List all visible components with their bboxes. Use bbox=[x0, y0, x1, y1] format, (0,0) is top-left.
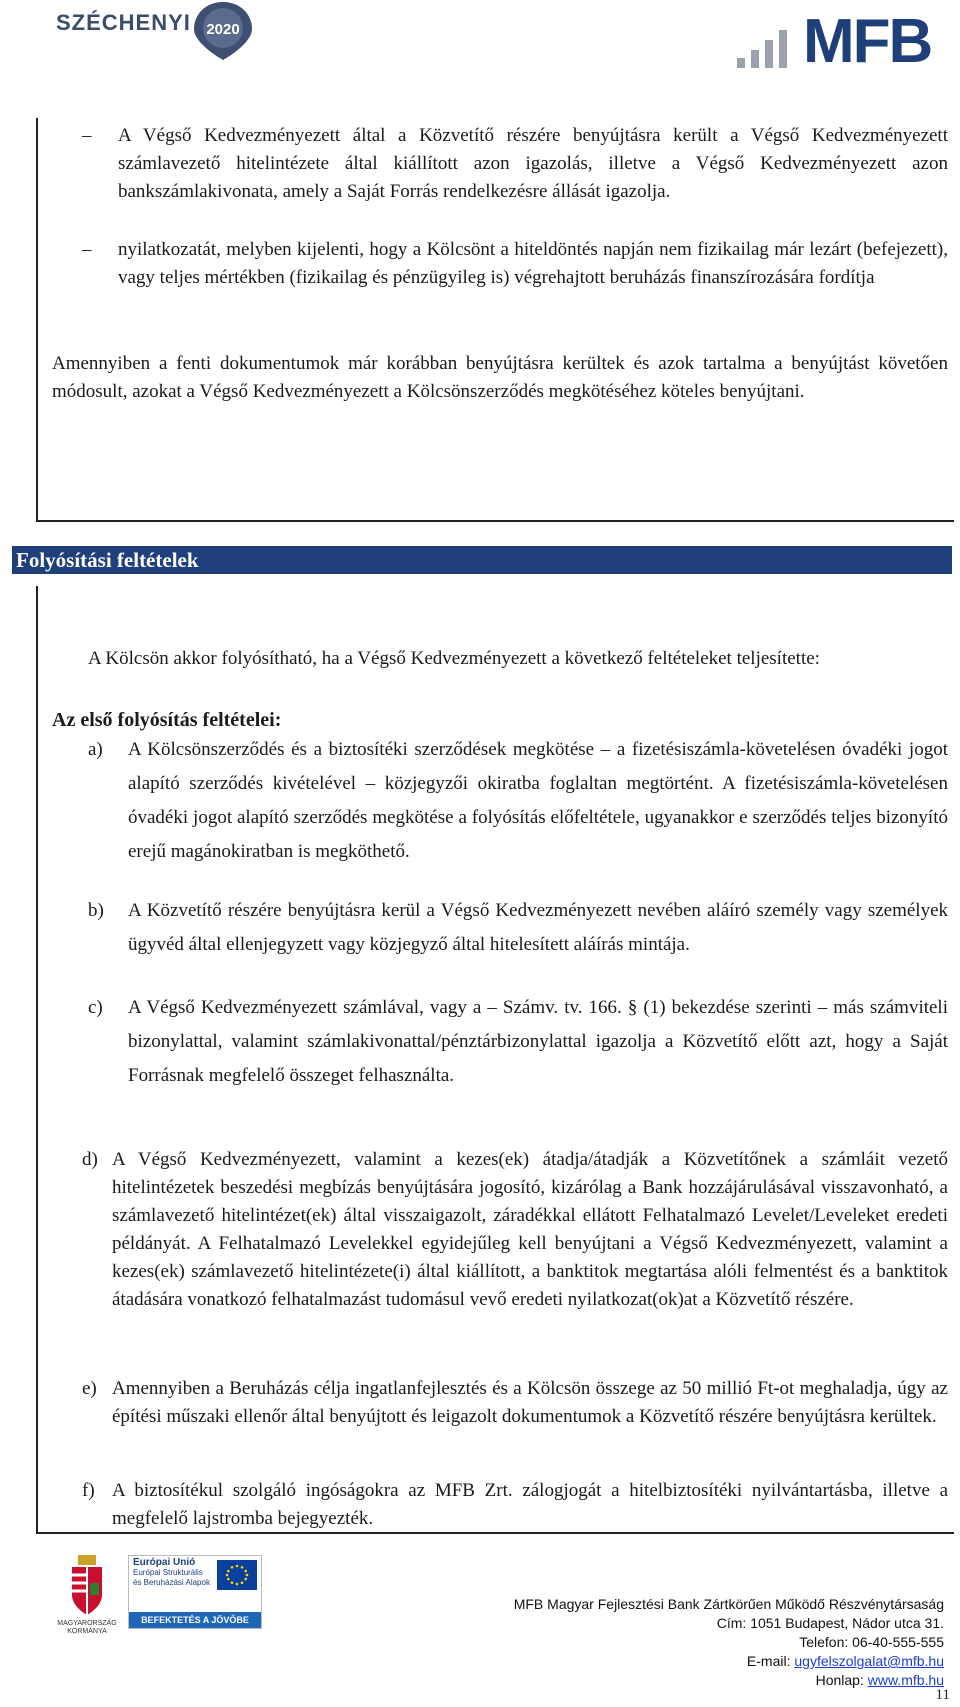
section-title: Folyósítási feltételek bbox=[16, 548, 199, 572]
first-disbursement-heading: Az első folyósítás feltételei: bbox=[52, 709, 282, 731]
footer-contact bbox=[404, 1595, 944, 1690]
footer-company: MFB Magyar Fejlesztési Bank Zártkörűen Működő Részvénytársaság bbox=[513, 1596, 944, 1612]
frame-left-line-bottom bbox=[36, 586, 38, 1534]
item-label-a: a) bbox=[88, 739, 103, 760]
frame-left-line-top bbox=[36, 118, 38, 522]
intro-bullet-1: A Végső Kedvezményezett által a Közvetítő részére benyújtásra került a Végső Kedvezményezett számlavezető hitelintézete által kiállított azon igazolás, illetve a Végső Kedvezményezett azon bankszámlakivonata, amely a Saját Forrás rendelkezésre állását igazolja. bbox=[118, 125, 948, 202]
eu-funds-logo bbox=[128, 1555, 262, 1629]
footer-web-line bbox=[404, 1671, 944, 1690]
eu-flag-icon bbox=[217, 1560, 257, 1590]
condition-item-e: Amennyiben a Beruházás célja ingatlanfejlesztés és a Kölcsön összege az 50 millió Ft-ot meghaladja, úgy az építési műszaki ellenőr által benyújtott és leigazolt dokumentumok a Közvetítő részére benyújtásra kerültek. bbox=[112, 1378, 948, 1427]
bullet-dash: – bbox=[82, 125, 92, 146]
mfb-wordmark: MFB bbox=[803, 7, 932, 76]
item-label-b: b) bbox=[88, 900, 104, 921]
footer-address: Cím: 1051 Budapest, Nádor utca 31. bbox=[716, 1615, 944, 1631]
item-label-e: e) bbox=[82, 1378, 97, 1399]
eu-title: Európai Unió bbox=[133, 1557, 196, 1568]
page-number: 11 bbox=[935, 1687, 950, 1703]
footer-web-label: Honlap: bbox=[815, 1672, 868, 1688]
bullet-dash: – bbox=[82, 239, 92, 260]
mfb-bars-icon bbox=[733, 18, 803, 70]
eu-funds-text bbox=[133, 1558, 210, 1588]
szechenyi-year: 2020 bbox=[206, 21, 240, 38]
eu-line-2: és Beruházási Alapok bbox=[133, 1578, 210, 1587]
eu-line-1: Európai Strukturális bbox=[133, 1568, 203, 1577]
section-title-bar bbox=[12, 546, 952, 574]
eu-invest-band: BEFEKTETÉS A JÖVŐBE bbox=[129, 1612, 261, 1628]
footer-web-link[interactable]: www.mfb.hu bbox=[867, 1672, 944, 1688]
condition-item-a: A Kölcsönszerződés és a biztosítéki szerződések megkötése – a fizetésiszámla-követelésen óvadéki jogot alapító szerződés kivételével – közjegyzői okiratba foglaltan megtörtént. A fizetésiszámla-követelésen óvadéki jogot alapító szerződés megkötése a folyósítás előfeltétele, ugyanakkor e szerződés teljes bizonyító erejű magánokiratban is megköthető. bbox=[128, 739, 948, 862]
intro-paragraph: Amennyiben a fenti dokumentumok már korábban benyújtásra kerültek és azok tartalma a benyújtást követően módosult, azokat a Végső Kedvezményezett a Kölcsönszerződés megkötéséhez köteles benyújtani. bbox=[52, 353, 948, 402]
item-label-d: d) bbox=[82, 1149, 98, 1170]
mfb-logo bbox=[733, 7, 943, 76]
footer-phone: Telefon: 06-40-555-555 bbox=[799, 1634, 944, 1650]
condition-item-c: A Végső Kedvezményezett számlával, vagy a – Számv. tv. 166. § (1) bekezdése szerinti – más számviteli bizonylattal, valamint számlakivonattal/pénztárbizonylattal igazolja a Közvetítő előtt azt, hogy a Saját Forrásnak megfelelő összeget felhasználta. bbox=[128, 997, 948, 1086]
hungary-government-label bbox=[54, 1620, 120, 1636]
footer-email-line bbox=[404, 1652, 944, 1671]
condition-item-f: A biztosítékul szolgáló ingóságokra az MFB Zrt. zálogjogát a hitelbiztosítéki nyilvántartásba, illetve a megfelelő lajstromba bejegyezték. bbox=[112, 1480, 948, 1529]
section-lead: A Kölcsön akkor folyósítható, ha a Végső Kedvezményezett a következő feltételeket teljesítette: bbox=[88, 648, 820, 669]
hungary-line-1: MAGYARORSZÁG bbox=[57, 1620, 117, 1627]
footer-email-label: E-mail: bbox=[746, 1653, 795, 1669]
hungary-line-2: KORMÁNYA bbox=[67, 1628, 107, 1635]
szechenyi-wordmark: SZÉCHENYI bbox=[56, 10, 191, 35]
frame-divider-top bbox=[36, 520, 954, 522]
item-label-c: c) bbox=[88, 997, 103, 1018]
location-pin-icon bbox=[188, 0, 258, 62]
footer-email-link[interactable]: ugyfelszolgalat@mfb.hu bbox=[794, 1653, 944, 1669]
intro-bullet-2: nyilatkozatát, melyben kijelenti, hogy a Kölcsönt a hiteldöntés napján nem fizikailag már lezárt (befejezett), vagy teljes mértékben (fizikailag és pénzügyileg is) végrehajtott beruházás finanszírozására fordítja bbox=[118, 239, 948, 288]
condition-item-b: A Közvetítő részére benyújtásra kerül a Végső Kedvezményezett nevében aláíró személy vagy személyek ügyvéd által ellenjegyzett vagy közjegyző által hitelesített aláírás mintája. bbox=[128, 900, 948, 955]
item-label-f: f) bbox=[82, 1480, 95, 1501]
condition-item-d: A Végső Kedvezményezett, valamint a kezes(ek) átadja/átadják a Közvetítőnek a számláit vezető hitelintézetek beszedési megbízás benyújtására jogosító, kizárólag a Bank hozzájárulásával visszavonható, a számlavezető hitelintézet(ek) által visszaigazolt, záradékkal ellátott Felhatalmazó Levelet/Leveleket eredeti példányát. A Felhatalmazó Levelekkel egyidejűleg kell benyújtani a Végső Kedvezményezett, valamint a kezes(ek) számlavezető hitelintézete(i) által kiállított, a banktitok megtartása alóli felmentést és a banktitok átadására vonatkozó felhatalmazást tudomásul vevő eredeti nyilatkozat(ok)at a Közvetítő részére. bbox=[112, 1149, 948, 1310]
